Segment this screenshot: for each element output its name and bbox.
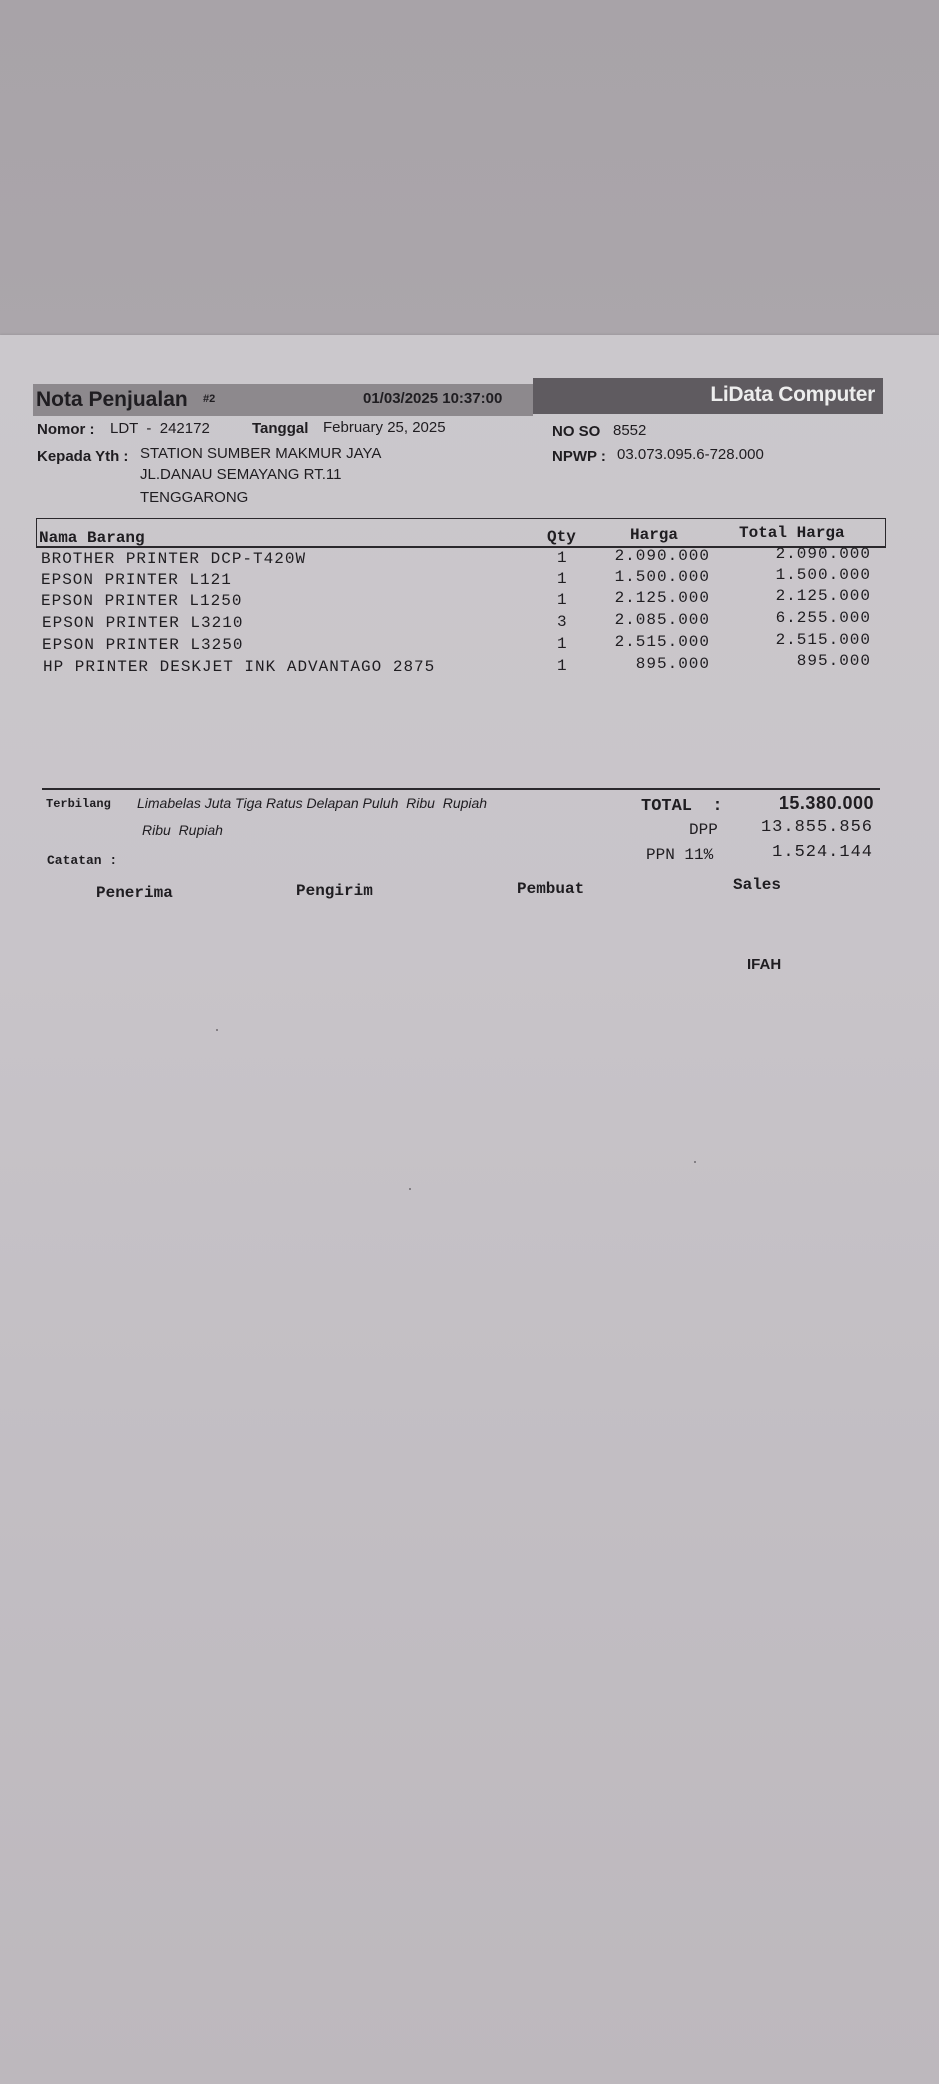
row-4-total: 6.255.000 [775,609,871,627]
items-table-header-rule [36,546,886,548]
row-3-nama: EPSON PRINTER L1250 [41,592,243,610]
row-4-qty: 3 [557,613,568,631]
kepada-line-3: TENGGARONG [140,489,249,506]
row-6-qty: 1 [557,657,568,675]
copy-mark: #2 [203,393,216,405]
row-5-qty: 1 [557,635,568,653]
ppn-value: 1.524.144 [772,843,873,862]
signature-penerima: Penerima [96,884,173,902]
row-6-nama: HP PRINTER DESKJET INK ADVANTAGO 2875 [43,658,436,676]
row-1-qty: 1 [557,549,568,567]
signature-sales: Sales [733,876,782,894]
signature-pengirim: Pengirim [296,882,373,900]
kepada-line-1: STATION SUMBER MAKMUR JAYA [140,445,382,462]
paper-speck [694,1161,696,1163]
row-1-total: 2.090.000 [775,545,871,563]
col-header-harga: Harga [630,526,679,544]
summary-rule [42,788,880,790]
sales-name: IFAH [747,956,782,973]
row-1-harga: 2.090.000 [614,547,710,565]
signature-pembuat: Pembuat [517,880,585,898]
terbilang-line-1: Limabelas Juta Tiga Ratus Delapan Puluh Ribu Rupiah [137,795,488,811]
row-5-total: 2.515.000 [775,631,871,649]
row-2-nama: EPSON PRINTER L121 [41,571,232,589]
print-datetime: 01/03/2025 10:37:00 [363,390,503,407]
npwp-value: 03.073.095.6-728.000 [617,446,764,463]
row-3-qty: 1 [557,591,568,609]
row-4-nama: EPSON PRINTER L3210 [42,614,244,632]
kepada-label: Kepada Yth : [37,448,129,465]
brand-logo-text: LiData Computer [710,383,875,406]
row-3-total: 2.125.000 [775,587,871,605]
row-2-harga: 1.500.000 [614,568,710,586]
row-5-nama: EPSON PRINTER L3250 [42,636,244,654]
catatan-label: Catatan : [47,853,118,868]
row-4-harga: 2.085.000 [614,611,710,629]
dpp-label: DPP [689,821,718,839]
dpp-value: 13.855.856 [760,818,873,837]
col-header-total-harga: Total Harga [739,524,845,542]
ppn-label: PPN 11% [646,846,714,864]
tanggal-label: Tanggal [252,420,309,437]
row-5-harga: 2.515.000 [614,633,710,651]
row-6-total: 895.000 [796,652,871,670]
terbilang-label: Terbilang [46,797,111,811]
paper-speck [409,1188,411,1190]
row-6-harga: 895.000 [635,655,710,673]
row-2-total: 1.500.000 [775,566,871,584]
total-value: 15.380.000 [778,793,874,813]
col-header-qty: Qty [547,528,576,546]
tanggal-value: February 25, 2025 [323,419,446,436]
row-2-qty: 1 [557,570,568,588]
total-label: TOTAL : [641,797,723,816]
npwp-label: NPWP : [552,448,606,465]
noso-label: NO SO [552,423,601,440]
nomor-label: Nomor : [37,421,95,438]
brand-bar [533,378,883,414]
row-1-nama: BROTHER PRINTER DCP-T420W [41,550,307,568]
document-title: Nota Penjualan [36,388,188,411]
col-header-nama-barang: Nama Barang [39,529,145,547]
kepada-line-2: JL.DANAU SEMAYANG RT.11 [140,466,342,483]
paper-speck [216,1029,218,1031]
nomor-value: LDT - 242172 [110,420,210,437]
row-3-harga: 2.125.000 [614,589,710,607]
terbilang-line-2: Ribu Rupiah [142,822,223,838]
noso-value: 8552 [613,422,647,439]
